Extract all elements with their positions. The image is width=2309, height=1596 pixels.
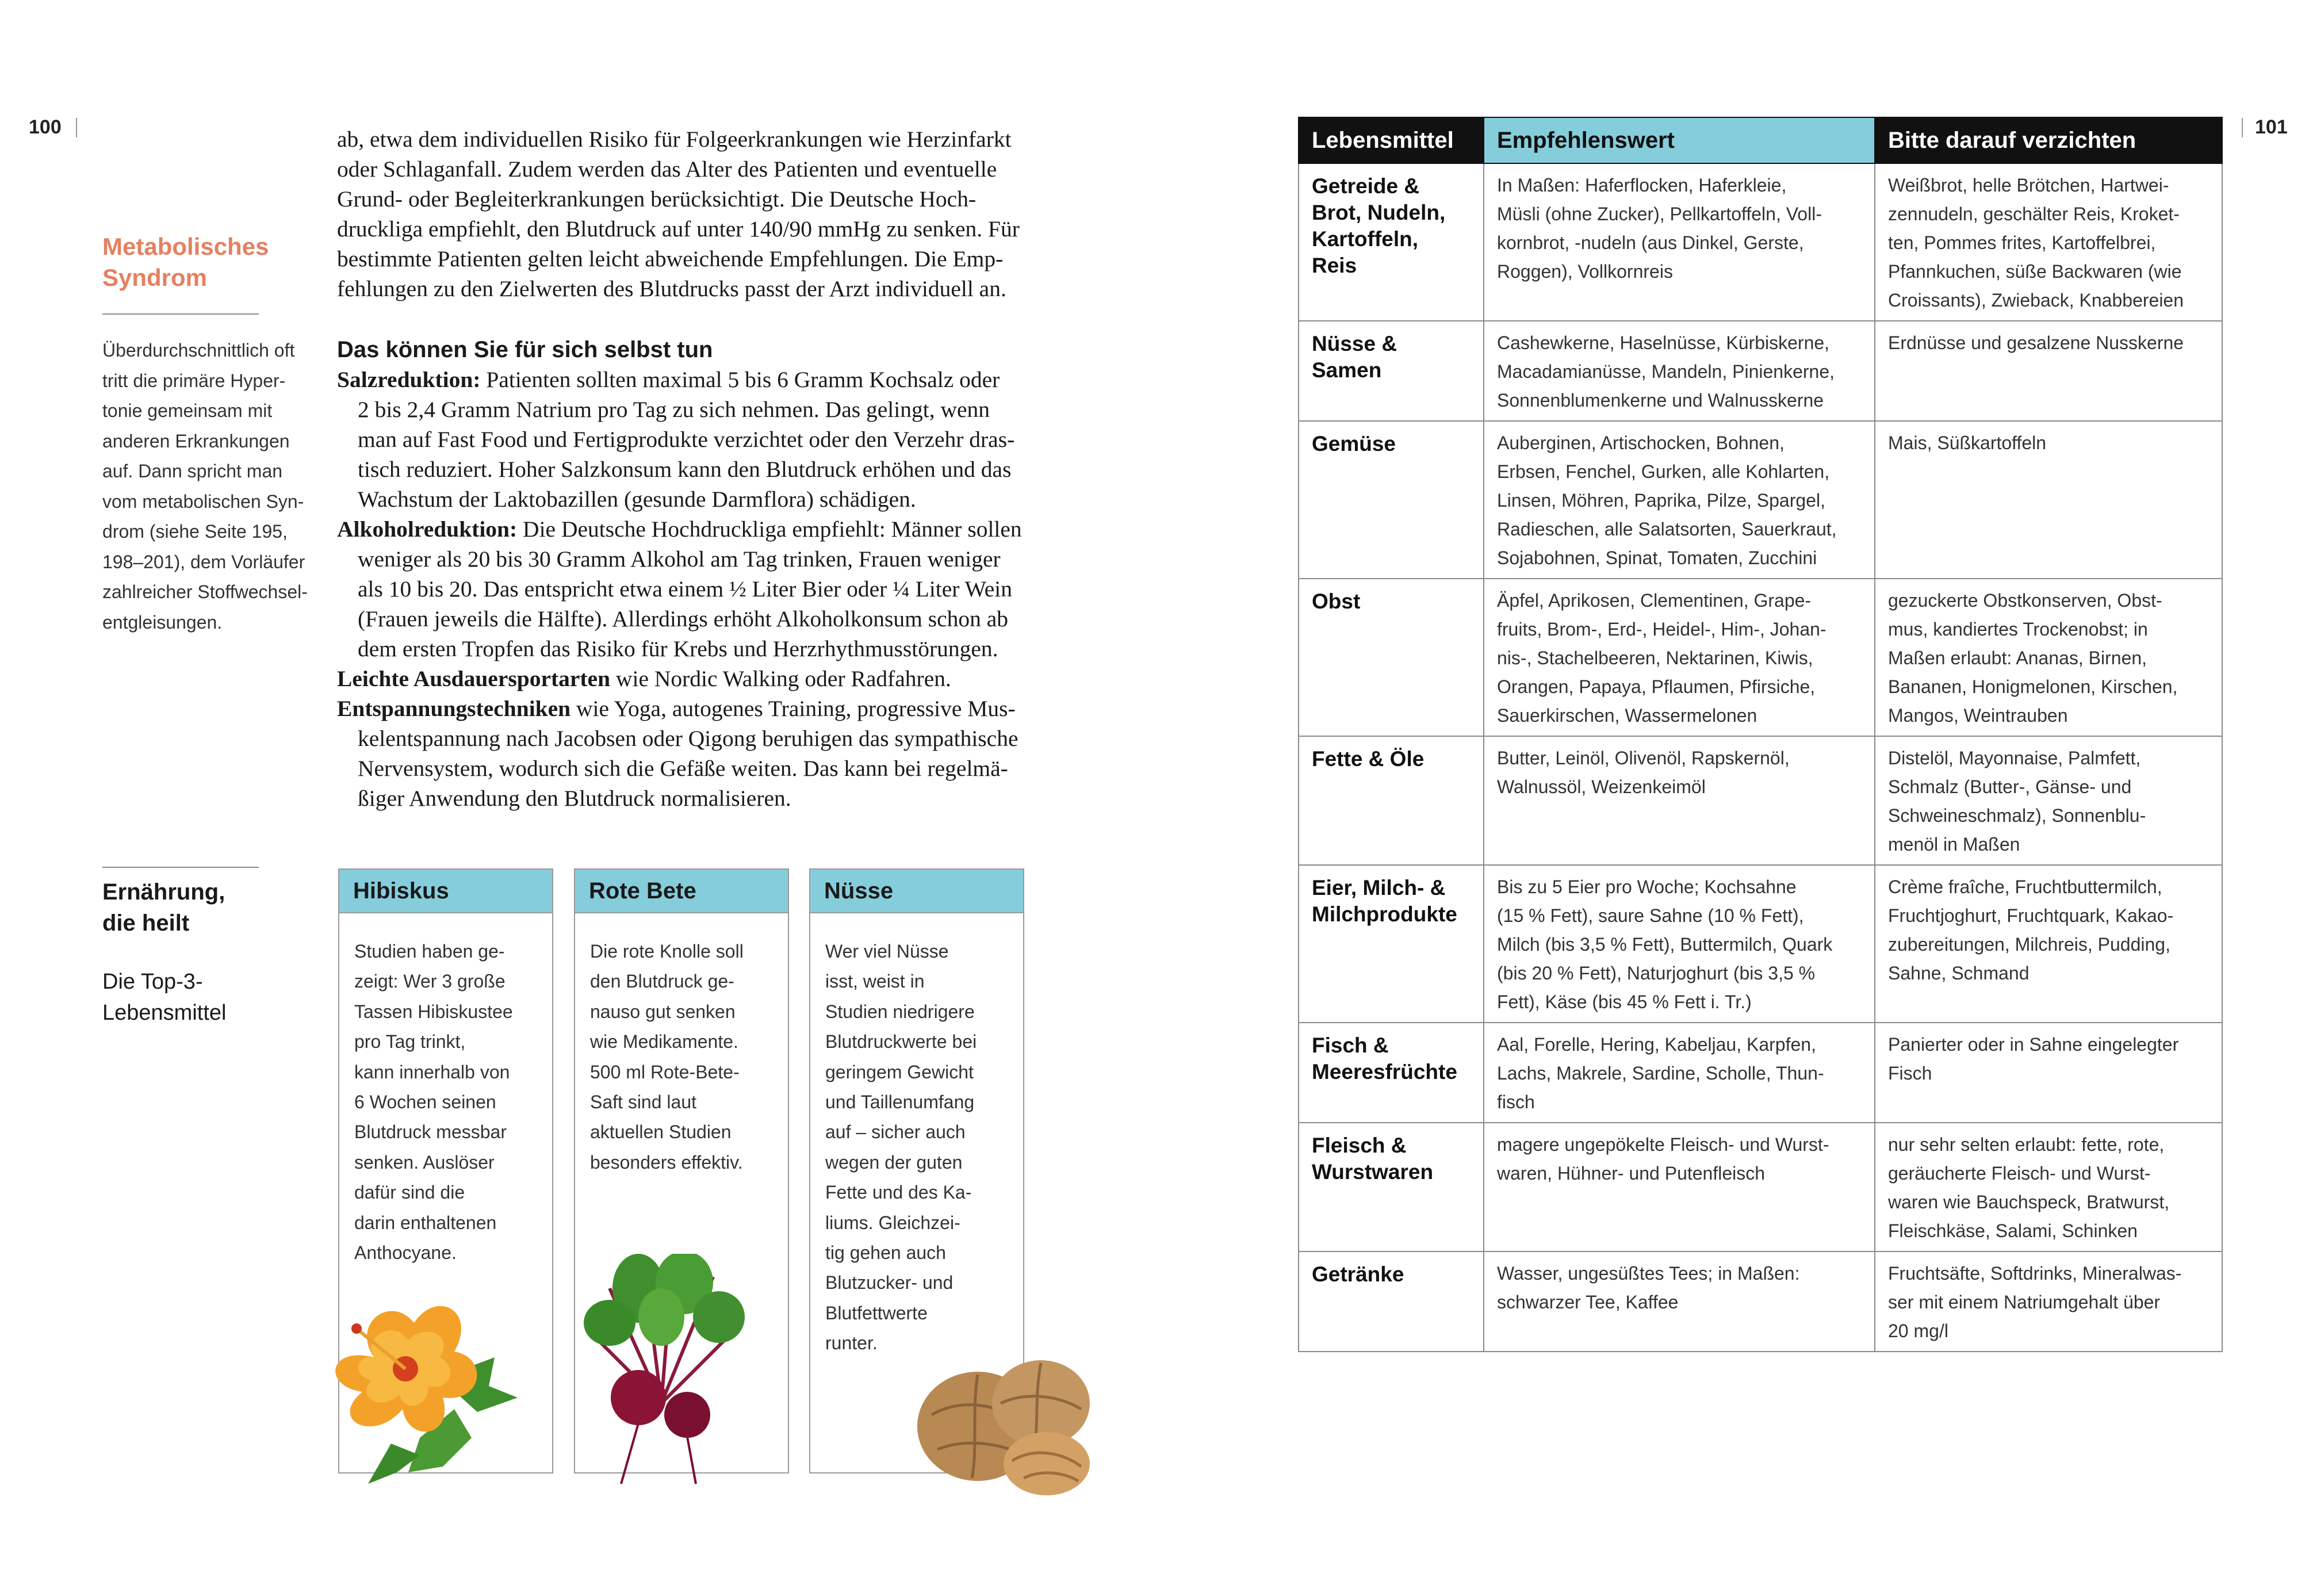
cell-line: (bis 20 % Fett), Naturjoghurt (bis 3,5 %	[1497, 963, 1816, 983]
sidebar-metabolic-heading	[102, 231, 309, 293]
cell-line: Erdnüsse und gesalzene Nusskerne	[1888, 332, 2184, 353]
cell-line: Mangos, Weintrauben	[1888, 705, 2068, 726]
item-term: Salzreduktion:	[337, 367, 481, 392]
cell-line: Milchprodukte	[1312, 902, 1457, 926]
cell-line: Crème fraîche, Fruchtbuttermilch,	[1888, 877, 2162, 897]
cell-line: Reis	[1312, 254, 1357, 277]
heading-line: Metabolisches	[102, 233, 269, 260]
cell-line: Fleisch &	[1312, 1134, 1407, 1157]
cell-category	[1299, 736, 1484, 865]
cell-line: Wasser, ungesüßtes Tees; in Maßen:	[1497, 1263, 1800, 1284]
cell-line: Cashewkerne, Haselnüsse, Kürbiskerne,	[1497, 332, 1830, 353]
cell-line: Fruchtsäfte, Softdrinks, Mineralwas-	[1888, 1263, 2182, 1284]
cell-category	[1299, 579, 1484, 736]
text-line: Studien haben ge-	[354, 941, 505, 962]
cell-line: Auberginen, Artischocken, Bohnen,	[1497, 433, 1785, 453]
cell-category	[1299, 163, 1484, 321]
cell-line: Fleischkäse, Salami, Schinken	[1888, 1220, 2138, 1241]
text-line: anderen Erkrankungen	[102, 430, 290, 451]
cell-recommended	[1484, 865, 1875, 1023]
text-line: Studien niedrigere	[825, 1001, 975, 1022]
text-line: Lebensmittel	[102, 1001, 227, 1025]
cell-recommended	[1484, 579, 1875, 736]
cell-line: Milch (bis 3,5 % Fett), Buttermilch, Quark	[1497, 934, 1833, 955]
cell-line: Schweineschmalz), Sonnenblu-	[1888, 805, 2146, 826]
cell-line: Bis zu 5 Eier pro Woche; Kochsahne	[1497, 877, 1797, 897]
cell-line: Panierter oder in Sahne eingelegter	[1888, 1034, 2179, 1055]
column-header-food: Lebensmittel	[1299, 117, 1484, 163]
cell-line: Gemüse	[1312, 432, 1396, 456]
selfhelp-item-endurance	[337, 664, 1050, 694]
text-line: auf. Dann spricht man	[102, 461, 283, 481]
cell-line: Obst	[1312, 590, 1361, 613]
cell-line: Eier, Milch- &	[1312, 876, 1446, 900]
cell-line: Brot, Nudeln,	[1312, 201, 1446, 224]
cell-line: 20 mg/l	[1888, 1321, 1948, 1341]
cell-recommended	[1484, 1123, 1875, 1251]
cell-line: Maßen erlaubt: Ananas, Birnen,	[1888, 648, 2147, 668]
cell-line: fisch	[1497, 1092, 1535, 1112]
text-line: senken. Auslöser	[354, 1151, 495, 1173]
cell-line: zubereitungen, Milchreis, Pudding,	[1888, 934, 2170, 955]
cell-line: Fisch &	[1312, 1034, 1389, 1057]
text-line: Blutfettwerte	[825, 1302, 928, 1323]
text-line: 6 Wochen seinen	[354, 1092, 496, 1113]
cell-line: Aal, Forelle, Hering, Kabeljau, Karpfen,	[1497, 1034, 1816, 1055]
cell-line: Weißbrot, helle Brötchen, Hartwei-	[1888, 175, 2169, 196]
text-line: Die Deutsche Hochdruckliga empfiehlt: Männer sollen	[517, 516, 1022, 542]
card-title: Hibiskus	[339, 870, 552, 913]
text-line: tritt die primäre Hyper-	[102, 370, 286, 391]
text-line: Blutzucker- und	[825, 1272, 954, 1293]
card-text	[339, 913, 552, 1268]
column-header-recommended: Empfehlenswert	[1484, 117, 1875, 163]
sidebar-divider	[102, 313, 259, 315]
text-line: 198–201), dem Vorläufer	[102, 551, 305, 572]
table-header-row	[1299, 117, 2222, 163]
text-line: dem ersten Tropfen das Risiko für Krebs und Herzrhythmusstörungen.	[358, 636, 998, 661]
cell-line: Getränke	[1312, 1262, 1404, 1286]
cell-avoid	[1875, 1023, 2222, 1123]
cell-line: Äpfel, Aprikosen, Clementinen, Grape-	[1497, 590, 1812, 611]
sidebar-nutrition-subtitle	[102, 966, 309, 1028]
text-line: zahlreicher Stoffwechsel-	[102, 581, 308, 602]
page-number-divider-right	[2242, 118, 2243, 137]
cell-line: Meeresfrüchte	[1312, 1060, 1457, 1084]
text-line: wie Nordic Walking oder Radfahren.	[610, 666, 951, 691]
text-line: Grund- oder Begleiterkrankungen berücksichtigt. Die Deutsche Hoch-	[337, 186, 977, 212]
cell-avoid	[1875, 1251, 2222, 1352]
cell-line: Sojabohnen, Spinat, Tomaten, Zucchini	[1497, 548, 1817, 568]
text-line: auf – sicher auch	[825, 1122, 966, 1143]
text-line: 500 ml Rote-Bete-	[590, 1061, 740, 1082]
cell-line: schwarzer Tee, Kaffee	[1497, 1292, 1679, 1312]
cell-avoid	[1875, 579, 2222, 736]
text-line: entgleisungen.	[102, 611, 223, 633]
selfhelp-list	[337, 365, 1050, 813]
cell-line: Fette & Öle	[1312, 747, 1425, 771]
table-row	[1299, 421, 2222, 579]
cell-category	[1299, 421, 1484, 579]
text-line: zeigt: Wer 3 große	[354, 971, 506, 992]
table-row	[1299, 865, 2222, 1023]
text-line: als 10 bis 20. Das entspricht etwa einem ½ Liter Bier oder ¼ Liter Wein	[358, 576, 1012, 602]
page-number-right: 101	[2255, 116, 2288, 138]
cell-line: Fruchtjoghurt, Fruchtquark, Kakao-	[1888, 905, 2174, 926]
cell-line: Mais, Süßkartoffeln	[1888, 433, 2047, 453]
text-line: Blutdruck messbar	[354, 1122, 507, 1143]
selfhelp-item-relaxation	[337, 694, 1050, 813]
cell-line: kornbrot, -nudeln (aus Dinkel, Gerste,	[1497, 232, 1804, 253]
cell-recommended	[1484, 421, 1875, 579]
table-row	[1299, 1123, 2222, 1251]
cell-category	[1299, 1023, 1484, 1123]
text-line: wegen der guten	[825, 1151, 963, 1173]
cell-line: mus, kandiertes Trockenobst; in	[1888, 619, 2148, 640]
cell-line: Erbsen, Fenchel, Gurken, alle Kohlarten,	[1497, 461, 1830, 482]
cell-line: Orangen, Papaya, Pflaumen, Pfirsiche,	[1497, 676, 1816, 697]
text-line: druckliga empfiehlt, den Blutdruck auf unter 140/90 mmHg zu senken. Für	[337, 216, 1020, 242]
cell-line: menöl in Maßen	[1888, 834, 2020, 855]
text-line: besonders effektiv.	[590, 1151, 743, 1173]
cell-line: magere ungepökelte Fleisch- und Wurst-	[1497, 1134, 1829, 1155]
text-line: weniger als 20 bis 30 Gramm Alkohol am Tag trinken, Frauen weniger	[358, 546, 1001, 572]
cell-line: Radieschen, alle Salatsorten, Sauerkraut,	[1497, 519, 1837, 539]
cell-recommended	[1484, 1023, 1875, 1123]
cell-line: ser mit einem Natriumgehalt über	[1888, 1292, 2161, 1312]
cell-line: nur sehr selten erlaubt: fette, rote,	[1888, 1134, 2165, 1155]
page-number-left: 100	[29, 116, 62, 138]
table-row	[1299, 1023, 2222, 1123]
cell-line: Walnussöl, Weizenkeimöl	[1497, 776, 1706, 797]
cell-line: Croissants), Zwieback, Knabbereien	[1888, 290, 2184, 311]
text-line: Saft sind laut	[590, 1092, 696, 1113]
table-row	[1299, 321, 2222, 421]
text-line: Nervensystem, wodurch sich die Gefäße weiten. Das kann bei regelmä-	[358, 756, 1008, 781]
card-title: Nüsse	[810, 870, 1023, 913]
intro-paragraph	[337, 124, 1044, 304]
text-line: Anthocyane.	[354, 1242, 457, 1264]
text-line: Überdurchschnittlich oft	[102, 340, 295, 361]
table-row	[1299, 1251, 2222, 1352]
text-line: tig gehen auch	[825, 1242, 946, 1264]
sidebar-nutrition-heading	[102, 877, 309, 939]
cell-avoid	[1875, 163, 2222, 321]
text-line: Wer viel Nüsse	[825, 941, 949, 962]
cell-line: zennudeln, geschälter Reis, Kroket-	[1888, 204, 2180, 224]
cell-line: Müsli (ohne Zucker), Pellkartoffeln, Voll-	[1497, 204, 1822, 224]
cell-line: ten, Pommes frites, Kartoffelbrei,	[1888, 232, 2156, 253]
heading-line: die heilt	[102, 910, 190, 936]
cell-category	[1299, 321, 1484, 421]
text-line: wie Medikamente.	[590, 1031, 738, 1052]
beetroot-icon	[575, 1254, 748, 1495]
cell-line: Sahne, Schmand	[1888, 963, 2030, 983]
text-line: aktuellen Studien	[590, 1122, 732, 1143]
cell-avoid	[1875, 865, 2222, 1023]
text-line: und Taillenumfang	[825, 1092, 975, 1113]
page-number-divider-left	[76, 118, 77, 137]
food-recommendation-table	[1298, 117, 2223, 1352]
cell-line: Fett), Käse (bis 45 % Fett i. Tr.)	[1497, 992, 1752, 1012]
cell-recommended	[1484, 163, 1875, 321]
text-line: kann innerhalb von	[354, 1061, 510, 1082]
cell-line: Schmalz (Butter-, Gänse- und	[1888, 776, 2132, 797]
text-line: nauso gut senken	[590, 1001, 736, 1022]
text-line: drom (siehe Seite 195,	[102, 521, 288, 542]
text-line: Die rote Knolle soll	[590, 941, 744, 962]
text-line: runter.	[825, 1333, 878, 1354]
walnuts-icon	[914, 1340, 1110, 1507]
cell-line: Lachs, Makrele, Sardine, Scholle, Thun-	[1497, 1063, 1824, 1084]
cell-line: Distelöl, Mayonnaise, Palmfett,	[1888, 748, 2141, 768]
text-line: oder Schlaganfall. Zudem werden das Alter des Patienten und eventuelle	[337, 156, 997, 182]
cell-line: Roggen), Vollkornreis	[1497, 261, 1673, 282]
cell-avoid	[1875, 421, 2222, 579]
cell-line: nis-, Stachelbeeren, Nektarinen, Kiwis,	[1497, 648, 1813, 668]
table-row	[1299, 579, 2222, 736]
cell-avoid	[1875, 321, 2222, 421]
text-line: isst, weist in	[825, 971, 925, 992]
table-row	[1299, 736, 2222, 865]
text-line: vom metabolischen Syn-	[102, 491, 304, 512]
text-line: tonie gemeinsam mit	[102, 400, 273, 421]
sidebar-metabolic-text	[102, 335, 321, 637]
hibiscus-flower-icon	[305, 1288, 523, 1495]
cell-line: Macadamianüsse, Mandeln, Pinienkerne,	[1497, 361, 1835, 382]
text-line: bestimmte Patienten gelten leicht abweichende Empfehlungen. Die Emp-	[337, 246, 1004, 271]
text-line: wie Yoga, autogenes Training, progressive Mus-	[570, 696, 1016, 721]
selfhelp-heading: Das können Sie für sich selbst tun	[337, 337, 713, 362]
table-row	[1299, 163, 2222, 321]
selfhelp-item-alcohol	[337, 514, 1050, 664]
text-line: liums. Gleichzei-	[825, 1212, 960, 1233]
cell-line: Getreide &	[1312, 174, 1420, 198]
text-line: Tassen Hibiskustee	[354, 1001, 513, 1022]
cell-recommended	[1484, 321, 1875, 421]
text-line: Wachstum der Laktobazillen (gesunde Darmflora) schädigen.	[358, 487, 916, 512]
heading-line: Ernährung,	[102, 879, 225, 905]
cell-line: Sauerkirschen, Wassermelonen	[1497, 705, 1757, 726]
cell-category	[1299, 1251, 1484, 1352]
text-line: ab, etwa dem individuellen Risiko für Folgeerkrankungen wie Herzinfarkt	[337, 127, 1012, 152]
cell-category	[1299, 865, 1484, 1023]
text-line: Fette und des Ka-	[825, 1182, 972, 1203]
cell-line: (15 % Fett), saure Sahne (10 % Fett),	[1497, 905, 1804, 926]
card-text	[575, 913, 788, 1177]
cell-line: waren wie Bauchspeck, Bratwurst,	[1888, 1192, 2170, 1212]
item-term: Alkoholreduktion:	[337, 516, 518, 542]
heading-line: Syndrom	[102, 264, 208, 291]
cell-line: Wurstwaren	[1312, 1160, 1434, 1184]
cell-recommended	[1484, 736, 1875, 865]
text-line: geringem Gewicht	[825, 1061, 974, 1082]
text-line: Blutdruckwerte bei	[825, 1031, 977, 1052]
text-line: Die Top-3-	[102, 970, 203, 994]
cell-line: Linsen, Möhren, Paprika, Pilze, Spargel,	[1497, 490, 1825, 511]
text-line: den Blutdruck ge-	[590, 971, 734, 992]
text-line: fehlungen zu den Zielwerten des Blutdrucks passt der Arzt individuell an.	[337, 276, 1006, 301]
text-line: ßiger Anwendung den Blutdruck normalisieren.	[358, 786, 791, 811]
text-line: 2 bis 2,4 Gramm Natrium pro Tag zu sich nehmen. Das gelingt, wenn	[358, 397, 990, 422]
text-line: pro Tag trinkt,	[354, 1031, 466, 1052]
cell-recommended	[1484, 1251, 1875, 1352]
cell-line: Nüsse &	[1312, 332, 1397, 355]
sidebar-divider	[102, 867, 259, 868]
text-line: kelentspannung nach Jacobsen oder Qigong beruhigen das sympathische	[358, 726, 1018, 751]
cell-line: geräucherte Fleisch- und Wurst-	[1888, 1163, 2151, 1184]
cell-line: Fisch	[1888, 1063, 1932, 1084]
text-line: dafür sind die	[354, 1182, 465, 1203]
column-header-avoid: Bitte darauf verzichten	[1875, 117, 2222, 163]
item-term: Leichte Ausdauersportarten	[337, 666, 611, 691]
text-line: tisch reduziert. Hoher Salzkonsum kann den Blutdruck erhöhen und das	[358, 457, 1012, 482]
text-line: (Frauen jeweils die Hälfte). Allerdings erhöht Alkoholkonsum schon ab	[358, 606, 1009, 631]
cell-category	[1299, 1123, 1484, 1251]
cell-line: In Maßen: Haferflocken, Haferkleie,	[1497, 175, 1787, 196]
cell-avoid	[1875, 1123, 2222, 1251]
cell-line: waren, Hühner- und Putenfleisch	[1497, 1163, 1766, 1184]
cell-avoid	[1875, 736, 2222, 865]
cell-line: Kartoffeln,	[1312, 227, 1418, 251]
cell-line: fruits, Brom-, Erd-, Heidel-, Him-, Johan-	[1497, 619, 1826, 640]
selfhelp-item-salt	[337, 365, 1050, 514]
cell-line: Butter, Leinöl, Olivenöl, Rapskernöl,	[1497, 748, 1790, 768]
cell-line: Sonnenblumenkerne und Walnusskerne	[1497, 390, 1824, 411]
text-line: darin enthaltenen	[354, 1212, 497, 1233]
cell-line: Bananen, Honigmelonen, Kirschen,	[1888, 676, 2178, 697]
cell-line: Samen	[1312, 358, 1382, 382]
cell-line: gezuckerte Obstkonserven, Obst-	[1888, 590, 2162, 611]
item-term: Entspannungstechniken	[337, 696, 571, 721]
text-line: man auf Fast Food und Fertigprodukte verzichtet oder den Verzehr dras-	[358, 427, 1015, 452]
text-line: Patienten sollten maximal 5 bis 6 Gramm Kochsalz oder	[480, 367, 1000, 392]
cell-line: Pfannkuchen, süße Backwaren (wie	[1888, 261, 2182, 282]
card-title: Rote Bete	[575, 870, 788, 913]
card-text	[810, 913, 1023, 1358]
